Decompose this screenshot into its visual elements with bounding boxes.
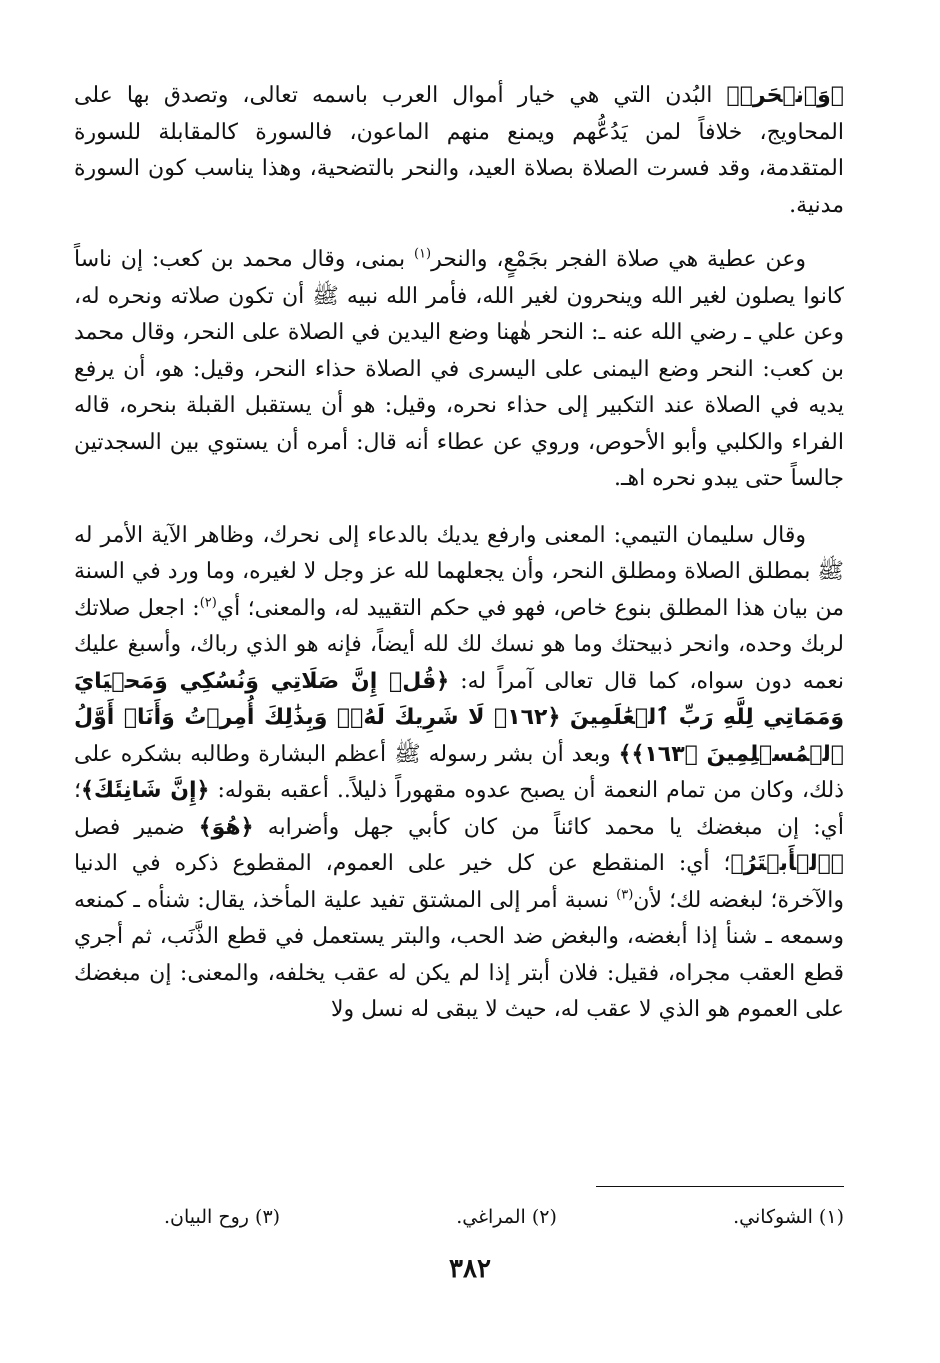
text-run: وبعد أن بشر رسوله ﷺ أعظم البشارة وطالبه بشكره على ذلك، وكان من تمام النعمة أن يصبح عدوه مقهوراً ذليلاً.. أعقبه بقوله: — [74, 741, 844, 803]
quran-quote: ﴿ٱلۡأَبۡتَرُ﴾ — [730, 851, 844, 876]
footnote-1: (١) الشوكاني. — [733, 1206, 844, 1228]
footnote-3: (٣) روح البيان. — [164, 1206, 281, 1228]
quran-quote: ﴿قُلۡ إِنَّ صَلَاتِي وَنُسُكِي وَمَحۡيَايَ وَمَمَاتِي لِلَّهِ رَبِّ ٱلۡعَٰلَمِينَ ﴿١٦٢﴾ لَا شَرِيكَ لَهُۥۖ وَبِذَٰلِكَ أُمِرۡتُ وَأَنَا۠ أَوَّلُ ٱلۡمُسۡلِمِينَ ﴿١٦٣﴾﴾ — [74, 668, 845, 767]
text-run: وعن عطية هي صلاة الفجر بجَمْعٍ، والنحر — [431, 247, 806, 272]
quran-quote: ﴿هُوَ﴾ — [198, 814, 254, 840]
text-run: ؛ أي: المنقطع عن كل خير على العموم، المقطوع ذكره في الدنيا والآخرة؛ لبغضه لك؛ لأن — [74, 851, 845, 913]
text-run: ؛ أي: إن مبغضك يا محمد كائناً من كان كأبي جهل وأضرابه — [74, 778, 844, 840]
paragraph — [74, 242, 844, 498]
paragraph — [74, 78, 844, 224]
page-number: ٣٨٢ — [449, 1254, 491, 1284]
footnote-2: (٢) المراغي. — [456, 1206, 557, 1228]
text-run: بمنى، وقال محمد بن كعب: إن ناساً كانوا يصلون لغير الله وينحرون لغير الله، فأمر الله نبيه ﷺ أن تكون صلاته ونحره له، وعن علي ـ رضي الله عنه ـ: النحر هٰهنا وضع اليدين في الصلاة على النحر، وقال محمد بن كعب: النحر وضع اليمنى على اليسرى في الصلاة حذاء النحر، وقيل: هو، أن يرفع يديه في الصلاة عند التكبير إلى حذاء نحره، وقيل: هو أن يستقبل القبلة بنحره، قاله الفراء والكلبي وأبو الأحوص، وروي عن عطاء أنه قال: أمره أن يستوي بين السجدتين جالساً حتى يبدو نحره اهـ. — [74, 247, 844, 491]
text-run: نسبة أمر إلى المشتق تفيد علية المأخذ، يقال: شنأه ـ كمنعه وسمعه ـ شنأ إذا أبغضه، والبغض ضد الحب، والبتر يستعمل في قطع الذَّنَب، ثم أجري قطع العقب مجراه، فقيل: فلان أبتر إذا لم يكن له عقب يخلفه، والمعنى: إن مبغضك على العموم هو الذي لا عقب له، حيث لا يبقى له نسل ولا — [74, 887, 844, 1022]
footnote-divider — [596, 1186, 844, 1187]
page-body — [74, 78, 844, 1029]
footnotes — [164, 1202, 844, 1232]
footnote-reference[interactable]: (٣) — [616, 887, 634, 903]
quran-quote: ﴿وَٱنۡحَرۡ﴾ — [726, 83, 844, 108]
text-run: وقال سليمان التيمي: المعنى وارفع يديك بالدعاء إلى نحرك، وظاهر الآية الأمر له ﷺ بمطلق الصلاة ومطلق النحر، وأن يجعلهما لله عز وجل لا لغيره، وما ورد في السنة من بيان هذا المطلق بنوع خاص، فهو في حكم التقييد له، والمعنى؛ أي — [74, 522, 844, 621]
text-run: : اجعل صلاتك لربك وحده، وانحر ذبيحتك وما هو نسك لك لله أيضاً، فإنه هو الذي رباك، وأسبغ عليك نعمه دون سواه، كما قال تعالى آمراً له: — [74, 595, 844, 694]
paragraph — [74, 518, 844, 1029]
footnote-reference[interactable]: (٢) — [199, 595, 217, 611]
text-run: ضمير فصل — [74, 814, 199, 840]
quran-quote: ﴿إِنَّ شَانِئَكَ﴾ — [81, 778, 210, 803]
footnote-reference[interactable]: (١) — [413, 246, 432, 262]
text-run: البُدن التي هي خيار أموال العرب باسمه تعالى، وتصدق بها على المحاويج، خلافاً لمن يَدُعُّهم ويمنع منهم الماعون، فالسورة كالمقابلة للسورة المتقدمة، وقد فسرت الصلاة بصلاة العيد، والنحر بالتضحية، وهذا يناسب كون السورة مدنية. — [74, 83, 844, 218]
